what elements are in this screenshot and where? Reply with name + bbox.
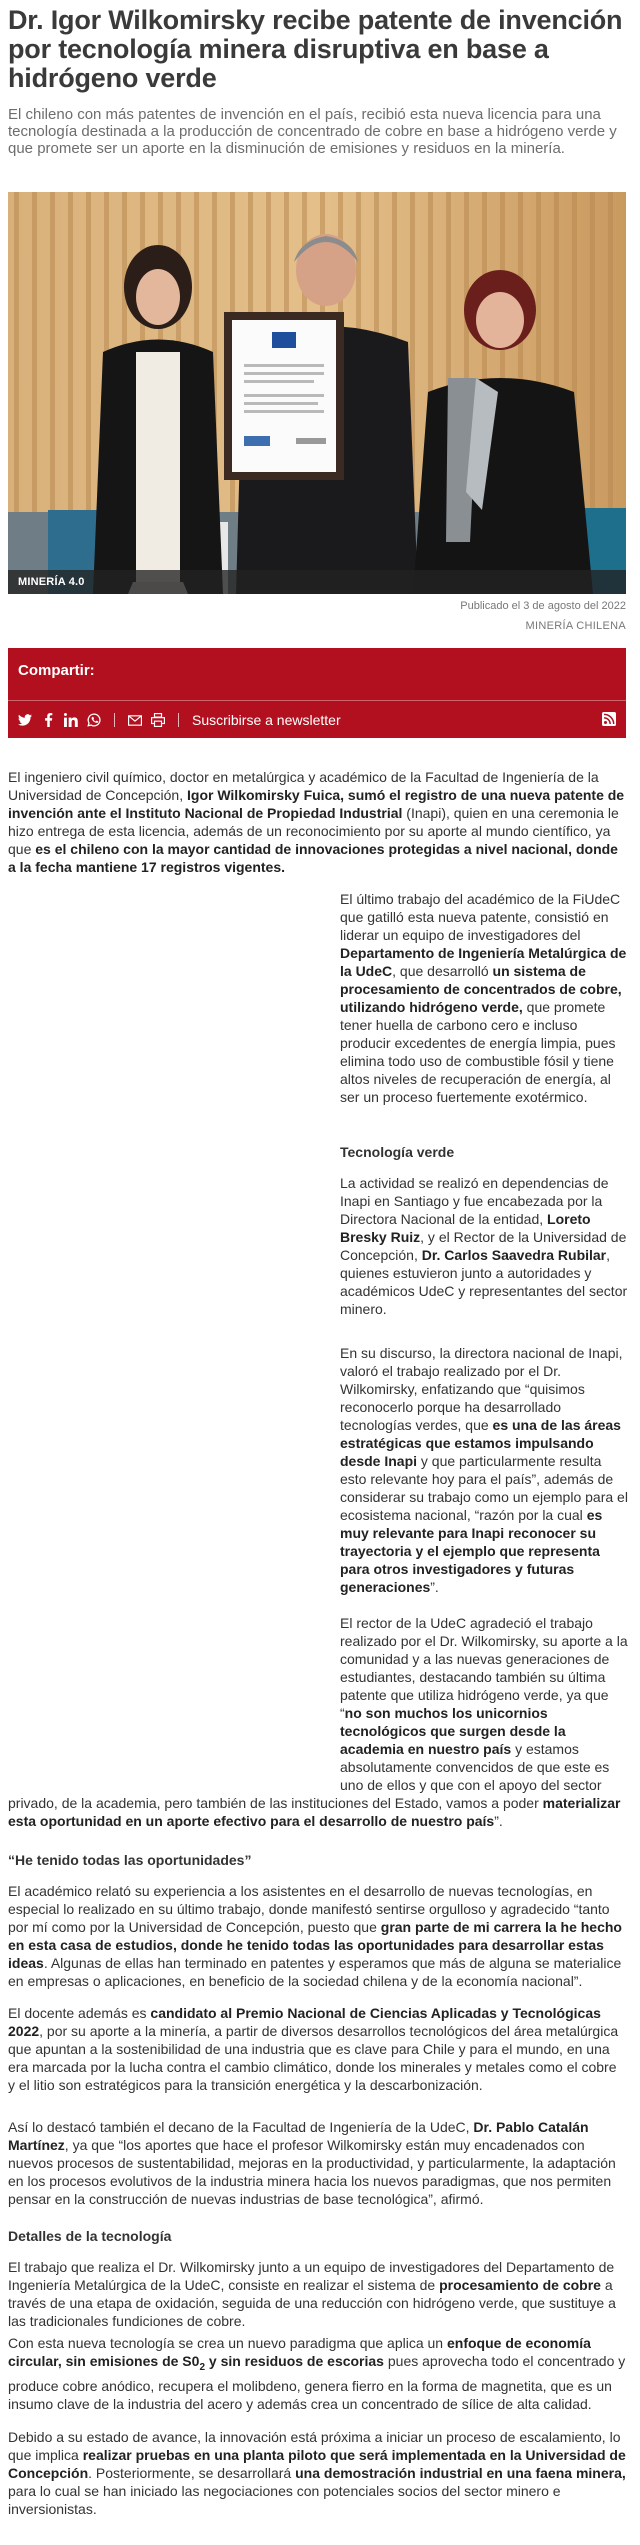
body-text: ”. (430, 1579, 439, 1595)
newsletter-link[interactable]: Suscribirse a newsletter (192, 712, 341, 728)
emphasis-text: no son muchos los unicornios tecnológicos que surgen desde la academia en nuestro país (340, 1705, 566, 1757)
section-heading-green-tech: Tecnología verde (340, 1144, 455, 1160)
article-standfirst: El chileno con más patentes de invención en el país, recibió esta nueva licencia para una tecnología destinada a la producción de concentrado de cobre en base a hidrógeno verde y que promete ser un aporte en la disminución de emisiones y residuos en la minería. (8, 106, 617, 157)
emphasis-text: enfoque de economía circular, sin emisiones de S0 (8, 2335, 591, 2369)
body-text: Así lo destacó también el decano de la Facultad de Ingeniería de la UdeC, (8, 2119, 474, 2135)
body-text: , ya que “los aportes que hace el profesor Wilkomirsky están muy encadenados con nuevos procesos de sustentabilidad, mejoras en la productividad, y particularmente, la adaptación en los procesos evolutivos de la industria minera hacia los nuevos paradigmas, que nos permiten pensar en la construcción de nuevas industrias de base tecnológica”, afirmó. (8, 2137, 616, 2207)
emphasis-text: 2 (199, 2361, 205, 2373)
emphasis-text: Dr. Pablo Catalán Martínez (8, 2119, 589, 2153)
paragraph-candidate (8, 2004, 626, 2094)
body-text: privado, de la academia, pero también de las instituciones del Estado, vamos a poder (8, 1795, 543, 1811)
emphasis-text: es muy relevante para Inapi reconocer su trayectoria y el ejemplo que representa para otros investigadores y futuras generaciones (340, 1507, 603, 1595)
body-text: que promete tener huella de carbono cero e incluso producir excedentes de energía limpia, pues elimina todo uso de combustible fósil y tiene altos niveles de recuperación de energía, al ser un proceso fuertemente exotérmico. (340, 999, 616, 1105)
share-divider (8, 700, 626, 701)
article-source: MINERÍA CHILENA (525, 620, 626, 632)
paragraph-dean (8, 2118, 626, 2208)
body-text: El trabajo que realiza el Dr. Wilkomirsky junto a un equipo de investigadores del Departamento de Ingeniería Metalúrgica de la UdeC, consiste en realizar el sistema de (8, 2259, 615, 2293)
emphasis-text: Loreto Bresky Ruiz (340, 1211, 591, 1245)
emphasis-text: Dr. Carlos Saavedra Rubilar (421, 1247, 607, 1263)
print-icon[interactable] (151, 713, 165, 727)
share-links (18, 710, 341, 730)
body-text: El rector de la UdeC agradeció el trabajo realizado por el Dr. Wilkomirsky, su aporte a la comunidad y a las nuevas generaciones de estudiantes, destacando también su última patente que utiliza hidrógeno verde, ya que “ (340, 1615, 628, 1721)
share-title: Compartir: (18, 662, 95, 679)
paragraph-technology (8, 2258, 626, 2330)
body-text: Debido a su estado de avance, la innovación está próxima a iniciar un proceso de escalamiento, lo que implica (8, 2429, 621, 2463)
emphasis-text: realizar pruebas en una planta piloto que será implementada en la Universidad de Concepción (8, 2447, 626, 2481)
emphasis-text: es el chileno con la mayor cantidad de innovaciones protegidas a nivel nacional, donde a la fecha mantiene 17 registros vigentes. (8, 841, 618, 875)
image-category-label: MINERÍA 4.0 (8, 570, 626, 594)
emphasis-text: y sin residuos de escorias (205, 2353, 384, 2369)
whatsapp-icon[interactable] (87, 713, 101, 727)
emphasis-text: un sistema de procesamiento de concentrados de cobre, utilizando hidrógeno verde, (340, 963, 622, 1015)
body-text: pues aprovecha todo el concentrado y produce cobre anódico, recupera el molibdeno, genera fierro en la forma de magnetita, que es un insumo clave de la industria del acero y además crea un concentrado de sílice de alta calidad. (8, 2353, 626, 2412)
emphasis-text: materializar esta oportunidad en un aporte efectivo para el desarrollo de nuestro país (8, 1795, 621, 1829)
linkedin-icon[interactable] (64, 713, 78, 727)
ceremony-photo-illustration (8, 192, 626, 594)
share-bar (8, 648, 626, 738)
body-text: , quienes estuvieron junto a autoridades y académicos UdeC y representantes del sector minero. (340, 1247, 628, 1317)
rss-icon[interactable] (602, 712, 616, 726)
paragraph-ceremony (340, 1174, 630, 1318)
paragraph-rector-full (8, 1794, 626, 1830)
paragraph-inapi-speech (340, 1344, 630, 1596)
body-text: El docente además es (8, 2005, 151, 2021)
body-text: y que particularmente resulta esto relevante hoy para el país”, además de considerar su trabajo como un ejemplo para el ecosistema nacional, “razón por la cual (340, 1453, 628, 1523)
body-text: El académico relató su experiencia a los asistentes en el desarrollo de nuevas tecnologías, en especial lo realizado en su último trabajo, donde manifestó sentirse orgulloso y agradecido “tanto por mí como por la Universidad de Concepción, puesto que (8, 1883, 610, 1935)
body-text: para lo cual se han iniciado las negociaciones con potenciales socios del sector minero e inversionistas. (8, 2483, 561, 2517)
paragraph-research (340, 890, 630, 1106)
article-photo (8, 192, 626, 594)
paragraph-scale-up (8, 2428, 626, 2518)
facebook-icon[interactable] (41, 713, 55, 727)
body-text: (Inapi), quien en una ceremonia le hizo entrega de esta licencia, además de un reconocimiento por su aporte al mundo científico, ya que (8, 805, 619, 857)
body-text: , por su aporte a la minería, a partir de diversos desarrollos tecnológicos del área metalúrgica que apuntan a la sostenibilidad de una industria que es clave para Chile y para el mundo, en una era marcada por la lucha contra el cambio climático, donde los minerales y metales como el cobre y el litio son estratégicos para la transición energética y la descarbonización. (8, 2023, 619, 2093)
email-icon[interactable] (128, 713, 142, 727)
emphasis-text: Igor Wilkomirsky Fuica, sumó el registro de una nueva patente de invención ante el Instituto Nacional de Propiedad Industrial (8, 787, 625, 821)
emphasis-text: una demostración industrial en una faena minera, (295, 2465, 626, 2481)
paragraph-rector-col (340, 1614, 630, 1794)
share-separator (114, 713, 115, 727)
body-text: , que desarrolló (392, 963, 493, 979)
body-text: . Algunas de ellas han terminado en patentes y esperamos que más de alguna se materialice en empresas o aplicaciones, en beneficio de la sociedad chilena y de la economía nacional”. (8, 1955, 622, 1989)
section-heading-technology-details: Detalles de la tecnología (8, 2228, 172, 2244)
paragraph-experience (8, 1882, 626, 1990)
twitter-icon[interactable] (18, 713, 32, 727)
emphasis-text: Departamento de Ingeniería Metalúrgica de la UdeC (340, 945, 627, 979)
body-text: El último trabajo del académico de la FiUdeC que gatilló esta nueva patente, consistió en liderar un equipo de investigadores del (340, 891, 621, 943)
body-text: , y el Rector de la Universidad de Concepción, (340, 1229, 627, 1263)
paragraph-circular-economy (8, 2334, 626, 2413)
section-heading-opportunities: “He tenido todas las oportunidades” (8, 1852, 252, 1868)
body-text: ”. (494, 1813, 503, 1829)
body-text: a través de una etapa de oxidación, seguida de una reducción con hidrógeno verde, que sustituye a las tradicionales fundiciones de cobre. (8, 2277, 616, 2329)
body-text: La actividad se realizó en dependencias de Inapi en Santiago y fue encabezada por la Directora Nacional de la entidad, (340, 1175, 609, 1227)
publish-date: Publicado el 3 de agosto del 2022 (460, 600, 626, 612)
emphasis-text: procesamiento de cobre (439, 2277, 601, 2293)
body-text: En su discurso, la directora nacional de Inapi, valoró el trabajo realizado por el Dr. Wilkomirsky, enfatizando que “quisimos reconocerlo porque ha desarrollado tecnologías verdes, que (340, 1345, 623, 1433)
article-title: Dr. Igor Wilkomirsky recibe patente de invención por tecnología minera disruptiva en base a hidrógeno verde (8, 5, 623, 93)
emphasis-text: es una de las áreas estratégicas que estamos impulsando desde Inapi (340, 1417, 621, 1469)
paragraph-intro (8, 768, 626, 876)
body-text: . Posteriormente, se desarrollará (88, 2465, 296, 2481)
body-text: El ingeniero civil químico, doctor en metalúrgica y académico de la Facultad de Ingeniería de la Universidad de Concepción, (8, 769, 599, 803)
body-text: Con esta nueva tecnología se crea un nuevo paradigma que aplica un (8, 2335, 447, 2351)
share-separator (178, 713, 179, 727)
body-text: y estamos absolutamente convencidos de que este es uno de ellos y que con el apoyo del sector (340, 1741, 610, 1793)
emphasis-text: candidato al Premio Nacional de Ciencias Aplicadas y Tecnológicas 2022 (8, 2005, 601, 2039)
emphasis-text: gran parte de mi carrera la he hecho en esta casa de estudios, donde he tenido todas las oportunidades para desarrollar estas ideas (8, 1919, 622, 1971)
